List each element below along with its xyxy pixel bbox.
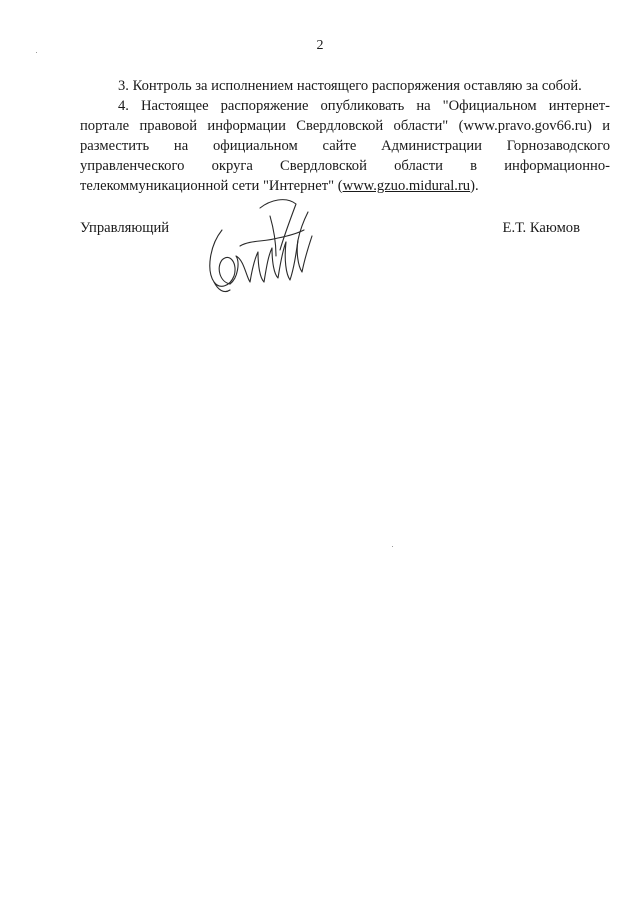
paragraph-4-line-2: порталe правовой информации Свердловской области" (www.pravo.gov66.ru) и — [80, 118, 610, 134]
scan-speck — [392, 546, 393, 547]
signatory-name: Е.Т. Каюмов — [502, 220, 580, 236]
paragraph-4-line-1: 4. Настоящее распоряжение опубликовать на "Официальном интернет- — [118, 98, 610, 114]
handwritten-signature — [200, 190, 320, 300]
website-link[interactable]: www.gzuo.midural.ru — [342, 178, 471, 194]
signatory-title: Управляющий — [80, 220, 170, 236]
paragraph-4-line-5-prefix: телекоммуникационной сети "Интернет" ( — [80, 178, 343, 194]
paragraph-3: 3. Контроль за исполнением настоящего распоряжения оставляю за собой. — [118, 78, 582, 94]
paragraph-4-line-3: разместить на официальном сайте Администрации Горнозаводского — [80, 138, 610, 154]
paragraph-4-line-5-suffix: ). — [470, 178, 479, 194]
page-number: 2 — [316, 38, 324, 53]
paragraph-4-line-4: управленческого округа Свердловской области в информационно- — [80, 158, 610, 174]
scan-speck — [36, 52, 37, 53]
